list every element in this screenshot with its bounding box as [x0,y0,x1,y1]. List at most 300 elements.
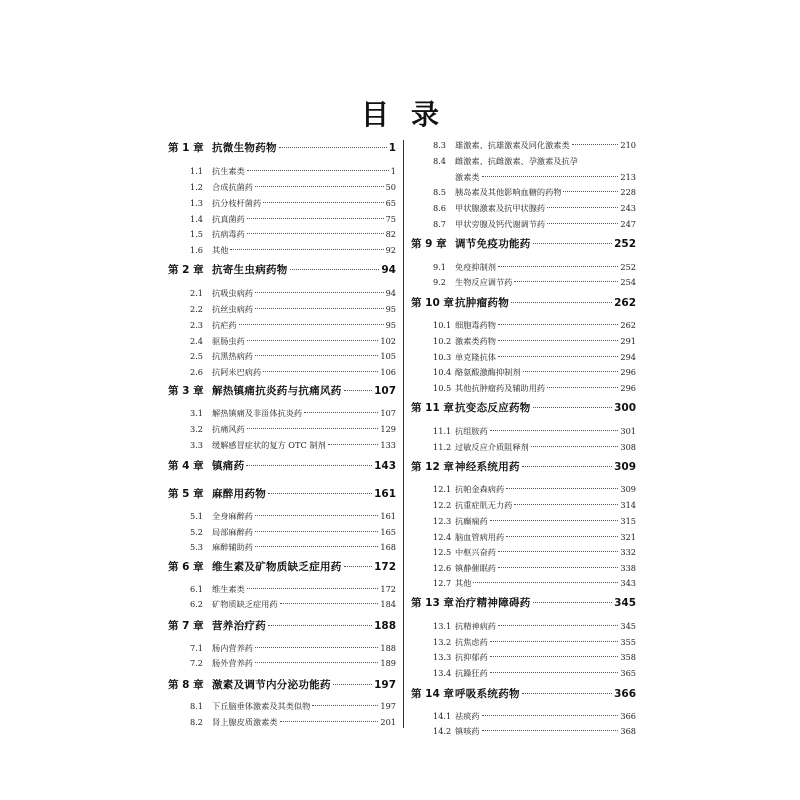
page-number: 366 [620,711,636,721]
page-number: 188 [380,643,396,653]
section-title: 其他 [212,245,229,255]
toc-section-entry[interactable] [411,711,636,727]
dot-leader [247,588,379,589]
toc-section-entry[interactable] [411,367,636,383]
toc-section-entry[interactable] [168,320,396,336]
section-title: 麻醉辅助药 [212,542,253,552]
page-number: 172 [380,584,396,594]
page-number: 94 [385,288,396,298]
section-title: 抗组胺药 [455,426,488,436]
chapter-title: 调节免疫功能药 [455,238,531,250]
chapter-number: 第 10 章 [411,297,454,309]
toc-section-entry[interactable] [411,262,636,278]
toc-section-entry[interactable] [411,652,636,668]
section-number: 12.2 [433,500,452,510]
dot-leader [473,582,618,583]
page-number: 332 [620,547,636,557]
toc-section-entry[interactable] [411,726,636,742]
dot-leader [304,412,378,413]
page-number: 106 [380,367,396,377]
page-number: 321 [620,532,636,542]
page-number: 308 [620,442,636,452]
section-title: 抗丝虫病药 [212,304,253,314]
toc-section-entry[interactable] [168,408,396,424]
page-number: 75 [385,214,396,224]
section-number: 8.7 [433,219,447,229]
section-title: 抗焦虑药 [455,637,488,647]
page-number: 309 [614,461,636,473]
section-number: 8.1 [190,701,204,711]
toc-chapter-entry[interactable] [168,262,396,282]
dot-leader [255,515,378,516]
section-title: 生物反应调节药 [455,277,513,287]
toc-section-entry[interactable] [168,440,396,456]
section-title: 维生素类 [212,584,245,594]
toc-section-entry[interactable] [168,214,396,230]
toc-section-entry[interactable] [411,668,636,684]
section-number: 1.5 [190,229,204,239]
section-title: 免疫抑制剂 [455,262,496,272]
section-number: 12.7 [433,578,452,588]
section-number: 13.1 [433,621,452,631]
dot-leader [255,647,378,648]
dot-leader [514,504,618,505]
section-title: 驱肠虫药 [212,336,245,346]
page-number: 338 [620,563,636,573]
section-title: 抗重症肌无力药 [455,500,513,510]
section-number: 1.2 [190,182,204,192]
dot-leader [498,324,618,325]
page-number: 143 [374,460,396,472]
dot-leader [522,693,612,694]
dot-leader [247,170,389,171]
section-title: 抗真菌药 [212,214,245,224]
page-number: 365 [620,668,636,678]
dot-leader [255,186,384,187]
section-title: 抗黑热病药 [212,351,253,361]
section-number: 9.1 [433,262,447,272]
dot-leader [482,176,619,177]
section-number: 1.6 [190,245,204,255]
toc-section-entry[interactable] [168,304,396,320]
section-number: 13.3 [433,652,452,662]
section-title: 肠内营养药 [212,643,253,653]
dot-leader [533,602,612,603]
page-number: 294 [620,352,636,362]
page-number: 301 [620,426,636,436]
page-number: 107 [374,385,396,397]
page-number: 161 [380,511,396,521]
section-title: 过敏反应介质阻释剂 [455,442,529,452]
section-number: 12.5 [433,547,452,557]
dot-leader [533,243,612,244]
dot-leader [547,387,618,388]
chapter-title: 神经系统用药 [455,461,520,473]
section-number: 9.2 [433,277,447,287]
page-number: 228 [620,187,636,197]
page-number: 213 [620,172,636,182]
section-number: 14.2 [433,726,452,736]
section-number: 14.1 [433,711,452,721]
dot-leader [239,324,384,325]
chapter-title: 营养治疗药 [212,620,266,632]
section-number: 8.6 [433,203,447,213]
dot-leader [490,656,619,657]
toc-section-entry[interactable] [411,203,636,219]
dot-leader [263,371,378,372]
dot-leader [268,625,372,626]
toc-section-entry[interactable] [168,229,396,245]
dot-leader [290,269,380,270]
page-number: 65 [385,198,396,208]
dot-leader [279,147,387,148]
dot-leader [255,308,384,309]
toc-section-entry[interactable] [411,187,636,203]
page-number: 129 [380,424,396,434]
dot-leader [490,641,619,642]
page-number: 161 [374,488,396,500]
section-number: 1.1 [190,166,204,176]
chapter-number: 第 11 章 [411,402,454,414]
toc-section-entry[interactable] [168,542,396,558]
toc-section-entry[interactable] [411,219,636,235]
chapter-number: 第 13 章 [411,597,454,609]
page-number: 188 [374,620,396,632]
chapter-title: 激素及调节内分泌功能药 [212,679,331,691]
dot-leader [547,207,618,208]
chapter-number: 第 4 章 [168,460,204,472]
chapter-number: 第 5 章 [168,488,204,500]
page-number: 296 [620,367,636,377]
section-number: 6.2 [190,599,204,609]
section-number: 6.1 [190,584,204,594]
chapter-title: 解热镇痛抗炎药与抗痛风药 [212,385,342,397]
dot-leader [312,705,378,706]
page-number: 314 [620,500,636,510]
dot-leader [280,721,379,722]
toc-section-entry[interactable] [411,336,636,352]
section-title: 抗吸虫病药 [212,288,253,298]
dot-leader [268,493,372,494]
page-number: 172 [374,561,396,573]
toc-section-entry[interactable] [168,336,396,352]
dot-leader [255,292,384,293]
toc-chapter-entry[interactable] [411,295,636,315]
toc-section-entry[interactable] [411,442,636,458]
dot-leader [255,531,378,532]
chapter-number: 第 7 章 [168,620,204,632]
dot-leader [490,520,619,521]
dot-leader [522,466,612,467]
dot-leader [533,407,612,408]
section-number: 2.6 [190,367,204,377]
toc-section-entry[interactable] [411,484,636,500]
toc-section-entry[interactable] [411,172,636,188]
toc-chapter-entry[interactable] [411,595,636,615]
section-number: 5.2 [190,527,204,537]
section-number: 8.5 [433,187,447,197]
toc-section-entry[interactable] [168,658,396,674]
page-title: 目录 [360,98,461,131]
section-title: 激素类 [455,172,480,182]
section-number: 10.2 [433,336,452,346]
section-title: 抗癫痫药 [455,516,488,526]
toc-chapter-entry[interactable] [168,677,396,697]
dot-leader [344,566,372,567]
section-title: 合成抗菌药 [212,182,253,192]
section-title: 抗病毒药 [212,229,245,239]
section-title: 抗抑郁药 [455,652,488,662]
chapter-title: 呼吸系统药物 [455,688,520,700]
dot-leader [255,355,378,356]
toc-section-entry[interactable] [411,140,636,156]
page-number: 247 [620,219,636,229]
chapter-title: 治疗精神障碍药 [455,597,531,609]
page-number: 95 [385,320,396,330]
dot-leader [255,662,378,663]
page-number: 358 [620,652,636,662]
toc-chapter-entry[interactable] [411,400,636,420]
section-number: 2.1 [190,288,204,298]
section-number: 3.3 [190,440,204,450]
page-number: 168 [380,542,396,552]
dot-leader [498,266,618,267]
section-number: 10.4 [433,367,452,377]
dot-leader [333,684,372,685]
section-number: 7.2 [190,658,204,668]
toc-section-entry[interactable] [168,166,396,182]
toc-chapter-entry[interactable] [411,459,636,479]
chapter-title: 镇痛药 [212,460,245,472]
section-number: 3.2 [190,424,204,434]
dot-leader [482,730,619,731]
toc-section-entry[interactable] [411,277,636,293]
dot-leader [247,233,384,234]
section-number: 13.2 [433,637,452,647]
toc-section-entry[interactable] [168,288,396,304]
toc-section-entry[interactable] [411,621,636,637]
toc-section-entry[interactable] [168,643,396,659]
chapter-number: 第 9 章 [411,238,447,250]
section-title: 雌激素、抗雌激素、孕激素及抗孕 [455,156,578,166]
page-number: 345 [614,597,636,609]
section-number: 2.3 [190,320,204,330]
section-title: 抗痛风药 [212,424,245,434]
dot-leader [511,302,612,303]
section-title: 镇静催眠药 [455,563,496,573]
dot-leader [498,340,618,341]
section-title: 抗帕金森病药 [455,484,505,494]
toc-section-entry[interactable] [168,198,396,214]
toc-chapter-entry[interactable] [168,559,396,579]
toc-section-entry[interactable] [168,599,396,615]
section-title: 中枢兴奋药 [455,547,496,557]
dot-leader [263,202,383,203]
section-title: 镇咳药 [455,726,480,736]
section-number: 12.4 [433,532,452,542]
page-number: 165 [380,527,396,537]
section-number: 1.3 [190,198,204,208]
toc-section-entry[interactable] [168,701,396,717]
page-number: 252 [614,238,636,250]
page-number: 92 [385,245,396,255]
dot-leader [531,446,619,447]
section-title: 肾上腺皮质激素类 [212,717,278,727]
section-title: 细胞毒药物 [455,320,496,330]
page-number: 105 [380,351,396,361]
toc-section-entry[interactable] [168,511,396,527]
toc-section-entry[interactable] [411,516,636,532]
toc-section-entry[interactable] [168,527,396,543]
page-number: 262 [614,297,636,309]
section-title: 下丘脑垂体激素及其类似物 [212,701,311,711]
toc-section-entry[interactable] [411,383,636,399]
chapter-title: 抗寄生虫病药物 [212,264,288,276]
dot-leader [328,444,379,445]
dot-leader [490,430,619,431]
toc-section-entry[interactable] [168,424,396,440]
toc-section-entry[interactable] [411,637,636,653]
page-number: 107 [380,408,396,418]
section-number: 10.5 [433,383,452,393]
toc-chapter-entry[interactable] [168,140,396,160]
section-number: 12.3 [433,516,452,526]
dot-leader [498,356,618,357]
section-title: 缓解感冒症状的复方 OTC 制剂 [212,440,326,450]
page-number: 102 [380,336,396,346]
dot-leader [247,340,379,341]
toc-section-entry[interactable] [411,500,636,516]
page-number: 343 [620,578,636,588]
section-title: 甲状腺激素及抗甲状腺药 [455,203,546,213]
section-number: 8.3 [433,140,447,150]
dot-leader [563,191,618,192]
section-number: 11.1 [433,426,452,436]
toc-chapter-entry[interactable] [168,458,396,478]
section-title: 祛痰药 [455,711,480,721]
section-title: 抗疟药 [212,320,237,330]
toc-section-entry[interactable] [411,563,636,579]
toc-section-entry[interactable] [411,547,636,563]
page-number: 94 [381,264,396,276]
dot-leader [490,672,619,673]
section-title: 肠外营养药 [212,658,253,668]
toc-section-entry[interactable] [411,352,636,368]
page-number: 291 [620,336,636,346]
page-number: 197 [380,701,396,711]
page-number: 82 [385,229,396,239]
section-title: 单克隆抗体 [455,352,496,362]
toc-section-entry[interactable] [411,320,636,336]
section-title: 全身麻醉药 [212,511,253,521]
section-number: 10.3 [433,352,452,362]
page-number: 262 [620,320,636,330]
section-number: 8.2 [190,717,204,727]
page-number: 1 [388,142,396,154]
section-title: 雄激素、抗雄激素及同化激素类 [455,140,570,150]
toc-section-entry[interactable] [168,584,396,600]
toc-section-entry[interactable] [168,717,396,733]
section-title: 酪氨酸激酶抑制剂 [455,367,521,377]
section-title: 局部麻醉药 [212,527,253,537]
toc-section-entry[interactable] [411,156,636,172]
toc-section-entry[interactable] [411,532,636,548]
section-title: 其他抗肿瘤药及辅助用药 [455,383,546,393]
page-number: 368 [620,726,636,736]
section-number: 2.2 [190,304,204,314]
dot-leader [344,390,372,391]
section-number: 12.6 [433,563,452,573]
toc-section-entry[interactable] [168,245,396,261]
section-title: 抗精神病药 [455,621,496,631]
toc-section-entry[interactable] [168,351,396,367]
section-number: 8.4 [433,156,447,166]
section-number: 5.1 [190,511,204,521]
section-title: 激素类药物 [455,336,496,346]
dot-leader [498,567,618,568]
page-number: 355 [620,637,636,647]
section-number: 2.5 [190,351,204,361]
toc-chapter-entry[interactable] [168,486,396,506]
page-number: 197 [374,679,396,691]
toc-chapter-entry[interactable] [411,686,636,706]
section-title: 抗阿米巴病药 [212,367,262,377]
dot-leader [498,551,618,552]
page-number: 201 [380,717,396,727]
column-divider [403,140,404,728]
page-number: 300 [614,402,636,414]
dot-leader [547,223,618,224]
page-number: 252 [620,262,636,272]
chapter-number: 第 12 章 [411,461,454,473]
dot-leader [572,144,619,145]
page-number: 184 [380,599,396,609]
page-number: 345 [620,621,636,631]
section-number: 1.4 [190,214,204,224]
toc-section-entry[interactable] [411,426,636,442]
chapter-title: 维生素及矿物质缺乏症用药 [212,561,342,573]
toc-section-entry[interactable] [168,367,396,383]
chapter-number: 第 1 章 [168,142,204,154]
toc-section-entry[interactable] [168,182,396,198]
toc-chapter-entry[interactable] [411,236,636,256]
section-number: 11.2 [433,442,452,452]
chapter-number: 第 6 章 [168,561,204,573]
page-number: 50 [385,182,396,192]
dot-leader [506,488,618,489]
section-number: 12.1 [433,484,452,494]
chapter-title: 麻醉用药物 [212,488,266,500]
chapter-number: 第 2 章 [168,264,204,276]
toc-chapter-entry[interactable] [168,618,396,638]
section-title: 抗生素类 [212,166,245,176]
dot-leader [280,603,379,604]
dot-leader [506,536,618,537]
toc-section-entry[interactable] [411,578,636,594]
page-number: 133 [380,440,396,450]
section-title: 胰岛素及其他影响血糖的药物 [455,187,562,197]
section-title: 抗躁狂药 [455,668,488,678]
page-number: 243 [620,203,636,213]
chapter-title: 抗微生物药物 [212,142,277,154]
chapter-title: 抗肿瘤药物 [455,297,509,309]
section-title: 解热镇痛及非甾体抗炎药 [212,408,303,418]
section-title: 脑血管病用药 [455,532,505,542]
dot-leader [230,249,383,250]
section-title: 甲状旁腺及钙代谢调节药 [455,219,546,229]
toc-chapter-entry[interactable] [168,383,396,403]
chapter-number: 第 3 章 [168,385,204,397]
